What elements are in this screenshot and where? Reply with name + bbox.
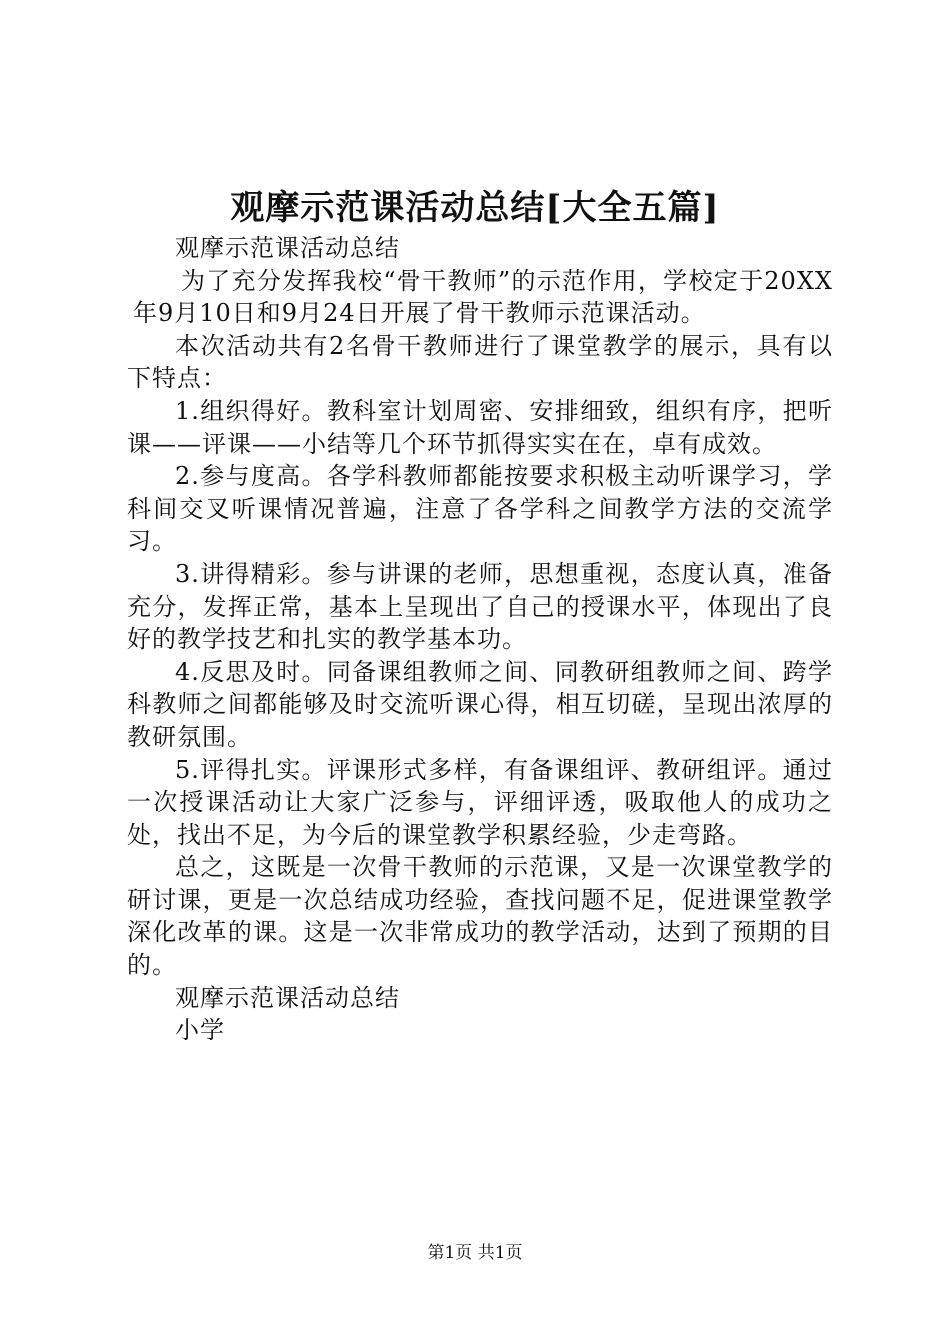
document-title: 观摩示范课活动总结[大全五篇] — [230, 188, 720, 228]
paragraph-heading: 观摩示范课活动总结 — [175, 234, 400, 262]
paragraph-point-5: 5.评得扎实。评课形式多样，有备课组评、教研组评。通过一次授课活动让大家广泛参与，评细评透，吸取他人的成功之处，找出不足，为今后的课堂教学积累经验，少走弯路。 — [127, 755, 833, 849]
paragraph-heading-2: 观摩示范课活动总结 — [175, 983, 400, 1012]
paragraph-conclusion: 总之，这既是一次骨干教师的示范课，又是一次课堂教学的研讨课，更是一次总结成功经验，查找问题不足，促进课堂教学深化改革的课。这是一次非常成功的教学活动，达到了预期的目的。 — [127, 853, 833, 980]
paragraph-intro: 为了充分发挥我校“骨干教师”的示范作用，学校定于20XX年9月10日和9月24日开展了骨干教师示范课活动。 — [133, 266, 833, 328]
paragraph-subheading: 小学 — [175, 1016, 225, 1045]
document-body — [127, 232, 833, 1047]
paragraph-point-1: 1.组织得好。教科室计划周密、安排细致，组织有序，把听课——评课——小结等几个环节抓得实实在在，卓有成效。 — [127, 396, 833, 458]
paragraph-point-3: 3.讲得精彩。参与讲课的老师，思想重视，态度认真，准备充分，发挥正常，基本上呈现出了自己的授课水平，体现出了良好的教学技艺和扎实的教学基本功。 — [127, 559, 833, 654]
paragraph-overview: 本次活动共有2名骨干教师进行了课堂教学的展示，具有以下特点： — [127, 331, 833, 393]
paragraph-point-4: 4.反思及时。同备课组教师之间、同教研组教师之间、跨学科教师之间都能够及时交流听课心得，相互切磋，呈现出浓厚的教研氛围。 — [127, 657, 833, 751]
paragraph-point-2: 2.参与度高。各学科教师都能按要求积极主动听课学习，学科间交叉听课情况普遍，注意了各学科之间教学方法的交流学习。 — [127, 462, 833, 556]
page-number-footer: 第1页 共1页 — [427, 1243, 523, 1263]
